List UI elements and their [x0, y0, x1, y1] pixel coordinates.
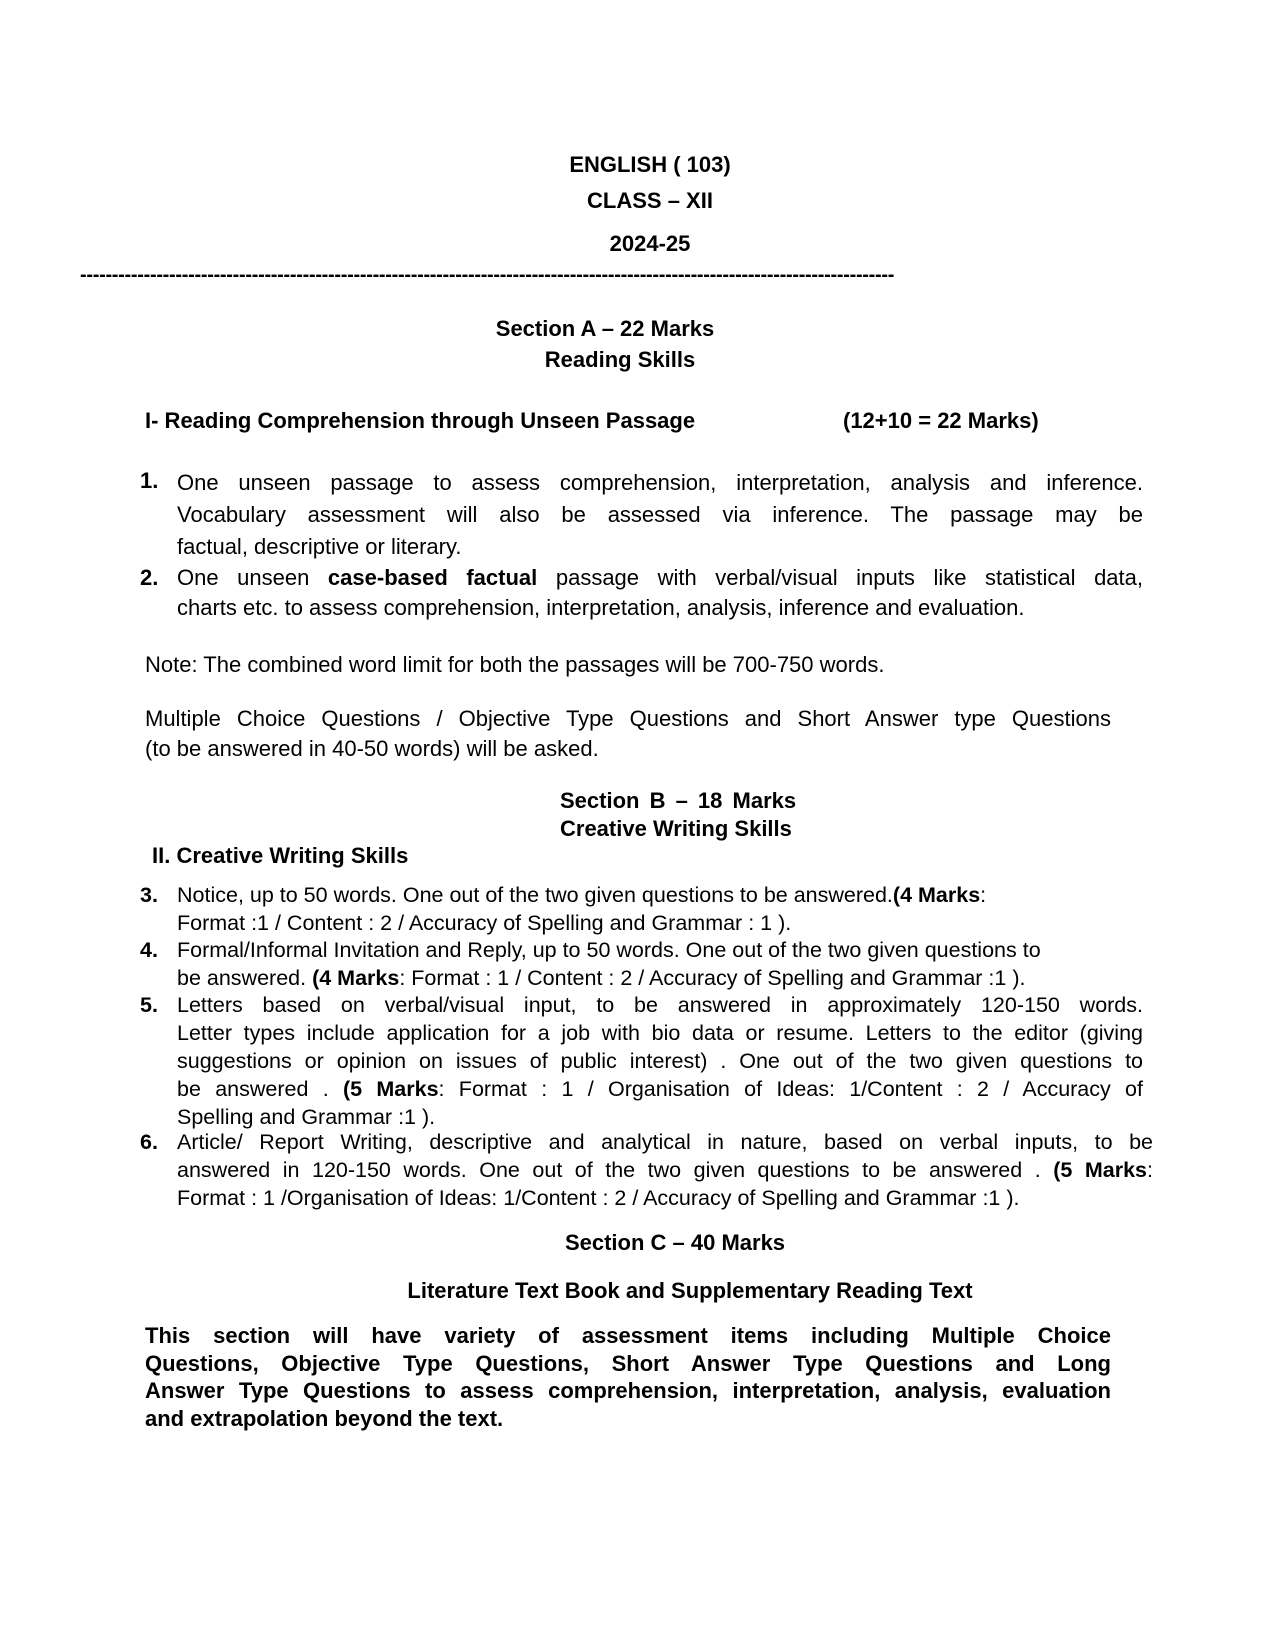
item-line: Spelling and Grammar :1 ). — [177, 1105, 436, 1129]
item-line: Vocabulary assessment will also be assessed via inference. The passage may be — [177, 502, 1143, 527]
item-line: Formal/Informal Invitation and Reply, up to 50 words. One out of the two given questions to — [177, 938, 1041, 962]
section-c-title: Section C – 40 Marks — [564, 1230, 786, 1255]
item-number: 2. — [140, 565, 159, 590]
class-title: CLASS – XII — [587, 188, 713, 213]
question-types-line: Multiple Choice Questions / Objective Type Questions and Short Answer type Questions — [145, 706, 1111, 731]
item-line: charts etc. to assess comprehension, interpretation, analysis, inference and evaluation. — [177, 595, 1025, 620]
item-bold-text: (5 Marks — [1053, 1158, 1148, 1182]
paragraph-line: and extrapolation beyond the text. — [145, 1405, 504, 1431]
note-text: Note: The combined word limit for both the passages will be 700-750 words. — [145, 652, 885, 677]
item-line-part: passage with verbal/visual inputs like statistical data, — [537, 565, 1144, 590]
item-line: One unseen passage to assess comprehension, interpretation, analysis and inference. — [177, 470, 1143, 495]
item-text — [177, 936, 1180, 992]
item-line-part: : — [1147, 1158, 1153, 1182]
section-a-heading: I- Reading Comprehension through Unseen Passage — [145, 408, 696, 433]
item-line: Letters based on verbal/visual input, to be answered in approximately 120-150 words. — [177, 993, 1143, 1017]
item-line — [177, 1156, 1153, 1184]
section-a-subtitle: Reading Skills — [544, 347, 696, 372]
section-c-subtitle: Literature Text Book and Supplementary Reading Text — [407, 1278, 973, 1303]
item-line: Article/ Report Writing, descriptive and analytical in nature, based on verbal inputs, to be — [177, 1130, 1153, 1154]
item-line — [177, 563, 1143, 593]
item-line: factual, descriptive or literary. — [177, 534, 462, 559]
item-line-part: One unseen — [177, 565, 328, 590]
question-types-text — [145, 704, 1111, 764]
item-line — [177, 1075, 1143, 1103]
section-b-title: Section B – 18 Marks — [560, 788, 797, 813]
section-b-heading: II. Creative Writing Skills — [152, 843, 409, 868]
item-bold-text: (4 Marks — [312, 966, 400, 990]
item-line: Format : 1 /Organisation of Ideas: 1/Content : 2 / Accuracy of Spelling and Grammar :1 ). — [177, 1186, 1020, 1210]
item-line: suggestions or opinion on issues of public interest) . One out of the two given questions to — [177, 1049, 1143, 1073]
item-number: 6. — [140, 1130, 158, 1154]
section-a-title: Section A – 22 Marks — [495, 316, 715, 341]
section-a-marks: (12+10 = 22 Marks) — [843, 408, 1039, 433]
item-line-part: be answered . — [177, 1077, 343, 1101]
paragraph-line: Questions, Objective Type Questions, Short Answer Type Questions and Long — [145, 1350, 1111, 1376]
item-text — [177, 1128, 1153, 1212]
paragraph-line: This section will have variety of assessment items including Multiple Choice — [145, 1323, 1111, 1348]
item-line-part: : Format : 1 / Content : 2 / Accuracy of Spelling and Grammar :1 ). — [399, 966, 1026, 990]
section-b-subtitle: Creative Writing Skills — [560, 816, 792, 841]
item-text — [177, 563, 1143, 623]
year-title: 2024-25 — [609, 231, 691, 256]
item-number: 4. — [140, 938, 158, 962]
item-line-part: answered in 120-150 words. One out of the two given questions to be answered . — [177, 1158, 1054, 1182]
item-text — [177, 991, 1143, 1131]
item-line-part: : — [980, 883, 987, 907]
item-text — [177, 881, 1180, 937]
item-line — [177, 964, 1180, 992]
item-line: Letter types include application for a job with bio data or resume. Letters to the editor (giving — [177, 1021, 1143, 1045]
item-line-part: Notice, up to 50 words. One out of the two given questions to be answered. — [177, 883, 893, 907]
dashed-separator: -------------------------------------------------------------------------------------------------------------------------------- — [80, 268, 895, 282]
item-bold-text: case-based factual — [327, 565, 538, 590]
subject-title: ENGLISH ( 103) — [569, 152, 731, 177]
item-bold-text: (4 Marks — [892, 883, 981, 907]
paragraph-line: Answer Type Questions to assess comprehension, interpretation, analysis, evaluation — [145, 1378, 1111, 1403]
item-number: 3. — [140, 883, 158, 907]
item-line-part: : Format : 1 / Organisation of Ideas: 1/Content : 2 / Accuracy of — [438, 1077, 1143, 1101]
item-line-part: be answered. — [177, 966, 313, 990]
item-number: 1. — [140, 468, 159, 493]
item-line: Format :1 / Content : 2 / Accuracy of Spelling and Grammar : 1 ). — [177, 911, 792, 935]
item-number: 5. — [140, 993, 158, 1017]
item-line — [177, 881, 1180, 909]
question-types-line: (to be answered in 40-50 words) will be asked. — [145, 736, 599, 761]
item-text — [177, 466, 1143, 563]
section-c-paragraph — [145, 1322, 1111, 1432]
item-bold-text: (5 Marks — [342, 1077, 439, 1101]
